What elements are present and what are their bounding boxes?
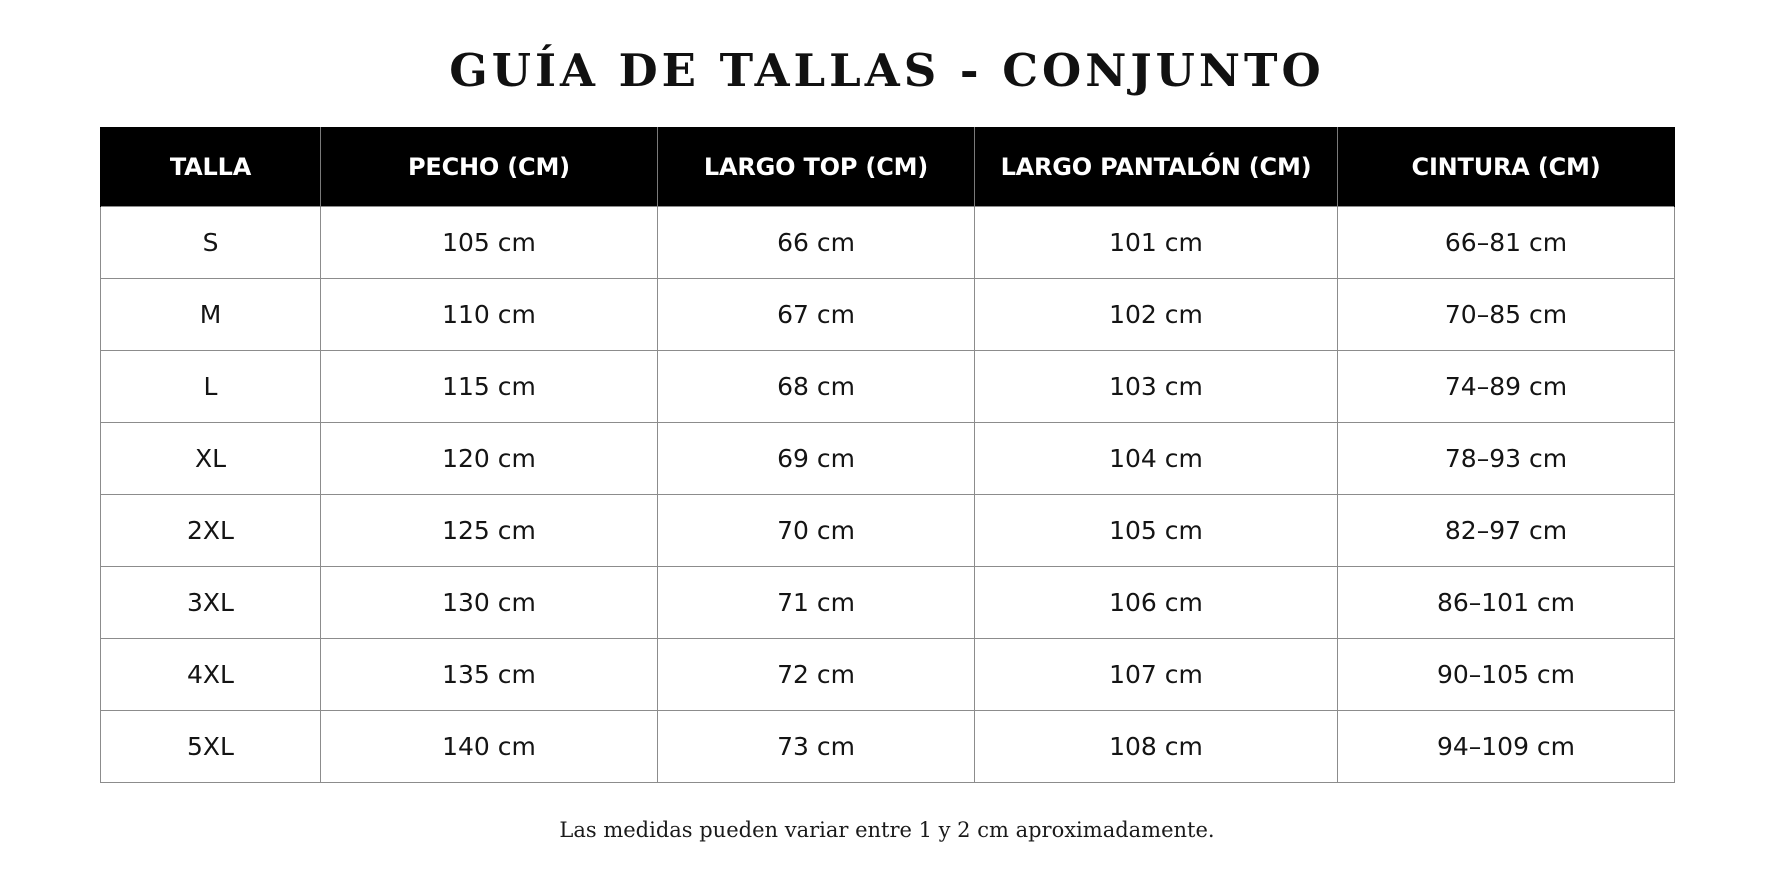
table-row (101, 567, 1675, 639)
table-header-row (101, 127, 1675, 207)
cell-largo-pantalon: 102 cm (975, 279, 1338, 351)
page-title: GUÍA DE TALLAS - CONJUNTO (449, 44, 1325, 97)
cell-largo-pantalon: 101 cm (975, 207, 1338, 279)
cell-largo-top: 72 cm (658, 639, 975, 711)
cell-pecho: 125 cm (321, 495, 658, 567)
table-row (101, 639, 1675, 711)
cell-pecho: 105 cm (321, 207, 658, 279)
cell-largo-top: 67 cm (658, 279, 975, 351)
table-row (101, 279, 1675, 351)
cell-largo-top: 68 cm (658, 351, 975, 423)
cell-talla: 3XL (101, 567, 321, 639)
cell-largo-pantalon: 103 cm (975, 351, 1338, 423)
column-header-cintura: CINTURA (CM) (1338, 127, 1675, 207)
table-row (101, 495, 1675, 567)
cell-talla: 4XL (101, 639, 321, 711)
cell-cintura: 90–105 cm (1338, 639, 1675, 711)
column-header-pecho: PECHO (CM) (321, 127, 658, 207)
cell-talla: 2XL (101, 495, 321, 567)
table-row (101, 207, 1675, 279)
cell-largo-pantalon: 107 cm (975, 639, 1338, 711)
cell-pecho: 115 cm (321, 351, 658, 423)
cell-largo-top: 73 cm (658, 711, 975, 783)
cell-cintura: 74–89 cm (1338, 351, 1675, 423)
cell-talla: S (101, 207, 321, 279)
table-row (101, 423, 1675, 495)
cell-cintura: 82–97 cm (1338, 495, 1675, 567)
cell-largo-top: 71 cm (658, 567, 975, 639)
cell-cintura: 78–93 cm (1338, 423, 1675, 495)
column-header-talla: TALLA (101, 127, 321, 207)
cell-largo-top: 66 cm (658, 207, 975, 279)
table-row (101, 351, 1675, 423)
cell-largo-top: 69 cm (658, 423, 975, 495)
cell-cintura: 94–109 cm (1338, 711, 1675, 783)
cell-cintura: 86–101 cm (1338, 567, 1675, 639)
cell-largo-top: 70 cm (658, 495, 975, 567)
cell-talla: M (101, 279, 321, 351)
cell-largo-pantalon: 106 cm (975, 567, 1338, 639)
cell-cintura: 70–85 cm (1338, 279, 1675, 351)
cell-pecho: 135 cm (321, 639, 658, 711)
footnote: Las medidas pueden variar entre 1 y 2 cm aproximadamente. (559, 818, 1215, 842)
cell-largo-pantalon: 108 cm (975, 711, 1338, 783)
column-header-largo-pantalon: LARGO PANTALÓN (CM) (975, 127, 1338, 207)
cell-cintura: 66–81 cm (1338, 207, 1675, 279)
cell-pecho: 120 cm (321, 423, 658, 495)
column-header-largo-top: LARGO TOP (CM) (658, 127, 975, 207)
cell-talla: XL (101, 423, 321, 495)
cell-pecho: 140 cm (321, 711, 658, 783)
cell-talla: 5XL (101, 711, 321, 783)
cell-pecho: 130 cm (321, 567, 658, 639)
cell-pecho: 110 cm (321, 279, 658, 351)
size-table (100, 127, 1675, 783)
table-row (101, 711, 1675, 783)
cell-largo-pantalon: 104 cm (975, 423, 1338, 495)
cell-talla: L (101, 351, 321, 423)
cell-largo-pantalon: 105 cm (975, 495, 1338, 567)
